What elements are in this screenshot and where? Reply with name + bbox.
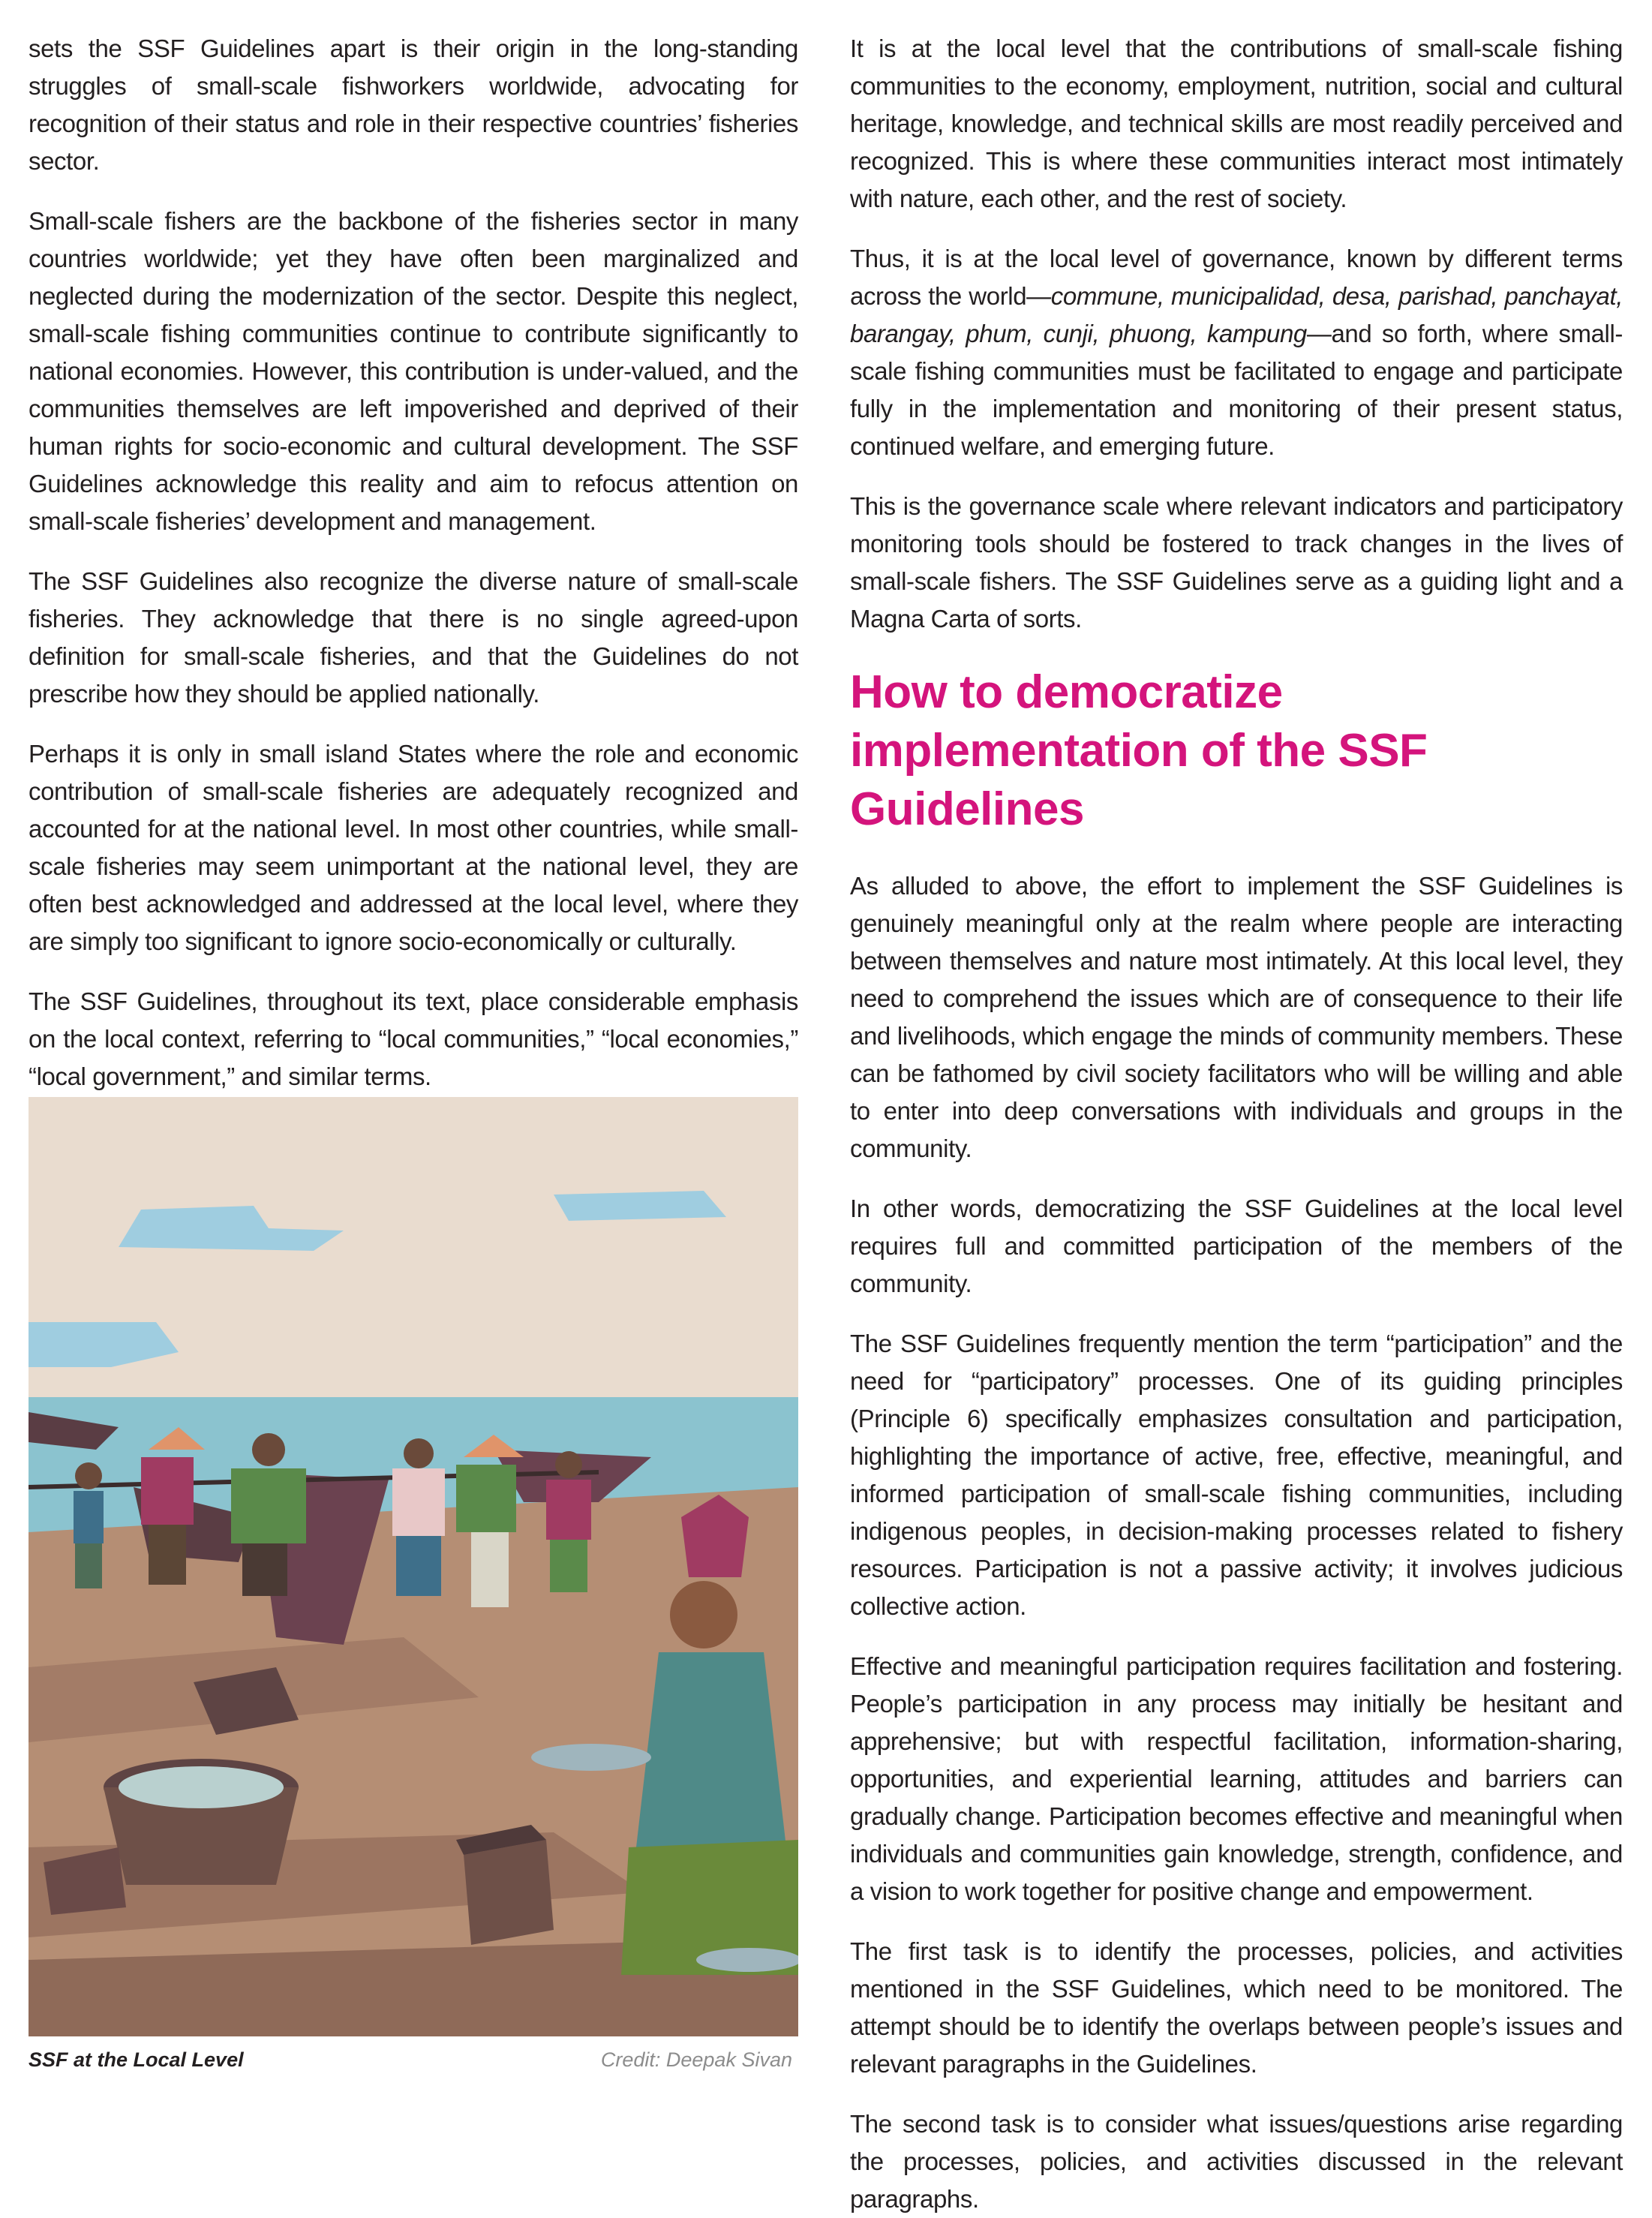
text-span: —and so forth, where small-scale fishing communities must be facilitated to engage and participate fully in the implementation and monitoring of their present status, continued welfare, and emerging future. (850, 320, 1623, 460)
italic-terms: commune, municipalidad, desa, parishad, panchayat, barangay, phum, cunji, phuong, kampung (850, 282, 1623, 347)
fisherman (74, 1462, 104, 1588)
body-paragraph: Perhaps it is only in small island States where the role and economic contribution of small-scale fisheries are adequately recognized and accounted for at the national level. In most other countries, while small-scale fisheries may seem unimportant at the national level, they are often best acknowledged and addressed at the local level, where they are simply too significant to ignore socio-economically or culturally. (29, 740, 798, 955)
body-paragraph-governance-terms (850, 240, 1623, 465)
cloud (554, 1191, 726, 1221)
caption-title: SSF at the Local Level (29, 2048, 244, 2071)
body-paragraph: It is at the local level that the contributions of small-scale fishing communities to the economy, employment, nutrition, social and cultural heritage, knowledge, and technical skills are most readily perceived and recognized. This is where these communities interact most intimately with nature, each other, and the rest of society. (850, 35, 1623, 212)
body-paragraph: sets the SSF Guidelines apart is their origin in the long-standing struggles of small-scale fishworkers worldwide, advocating for recognition of their status and role in their respective countries’ fisheries sector. (29, 35, 798, 175)
figure-caption (29, 2048, 798, 2072)
body-paragraph: The SSF Guidelines also recognize the diverse nature of small-scale fisheries. They acknowledge that there is no single agreed-upon definition for small-scale fisheries, and that the Guidelines do not prescribe how they should be applied nationally. (29, 567, 798, 708)
section-heading: How to democratize implementation of the SSF Guidelines (850, 666, 1428, 835)
body-paragraph: In other words, democratizing the SSF Guidelines at the local level requires full and committed participation of the members of the community. (850, 1195, 1623, 1297)
body-paragraph: The SSF Guidelines, throughout its text, place considerable emphasis on the local context, referring to “local communities,” “local economies,” “local government,” and similar terms. (29, 987, 798, 1090)
left-column (29, 30, 798, 1095)
fish-basket (104, 1759, 299, 1885)
body-paragraph: The SSF Guidelines frequently mention the term “participation” and the need for “participatory” processes. One of its guiding principles (Principle 6) specifically emphasizes consultation and participation, highlighting the importance of active, free, effective, meaningful, and informed participation of small-scale fishing communities, including indigenous peoples, in decision-making processes related to fishery resources. Participation is not a passive activity; it involves judicious collective action. (850, 1330, 1623, 1620)
body-paragraph: This is the governance scale where relevant indicators and participatory monitoring tools should be fostered to track changes in the lives of small-scale fishers. The SSF Guidelines serve as a guiding light and a Magna Carta of sorts. (850, 492, 1623, 633)
fish-pile (531, 1744, 651, 1771)
illustration-fishing-community (29, 1097, 798, 2036)
fish-pile (696, 1948, 798, 1972)
body-paragraph: Effective and meaningful participation requires facilitation and fostering. People’s participation in any process may initially be hesitant and apprehensive; but with respectful facilitation, information-sharing, opportunities, and experiential learning, attitudes and barriers can gradually change. Participation becomes effective and meaningful when individuals and communities gain knowledge, strength, confidence, and a vision to work together for positive change and empowerment. (850, 1652, 1623, 1905)
body-paragraph: The first task is to identify the processes, policies, and activities mentioned in the SSF Guidelines, which need to be monitored. The attempt should be to identify the overlaps between people’s issues and relevant paragraphs in the Guidelines. (850, 1937, 1623, 2078)
caption-credit: Credit: Deepak Sivan (600, 2048, 792, 2071)
empty-basket (456, 1825, 554, 1945)
body-paragraph: Small-scale fishers are the backbone of the fisheries sector in many countries worldwide; yet they have often been marginalized and neglected during the modernization of the sector. Despite this neglect, small-scale fishing communities continue to contribute significantly to national economies. However, this contribution is under-valued, and the communities themselves are left impoverished and deprived of their human rights for socio-economic and cultural development. The SSF Guidelines acknowledge this reality and aim to refocus attention on small-scale fisheries’ development and management. (29, 207, 798, 535)
text-span: Thus, it is at the local level of governance, known by different terms across the world— (850, 245, 1623, 310)
beach-illustration (29, 1097, 798, 2036)
right-column (850, 30, 1623, 2218)
body-paragraph: As alluded to above, the effort to implement the SSF Guidelines is genuinely meaningful only at the realm where people are interacting between themselves and nature most intimately. At this local level, they need to comprehend the issues which are of consequence to their life and livelihoods, which engage the minds of community members. These can be fathomed by civil society facilitators who will be willing and able to enter into deep conversations with individuals and groups in the community. (850, 872, 1623, 1162)
body-paragraph: The second task is to consider what issues/questions arise regarding the processes, policies, and activities discussed in the relevant paragraphs. (850, 2110, 1623, 2213)
